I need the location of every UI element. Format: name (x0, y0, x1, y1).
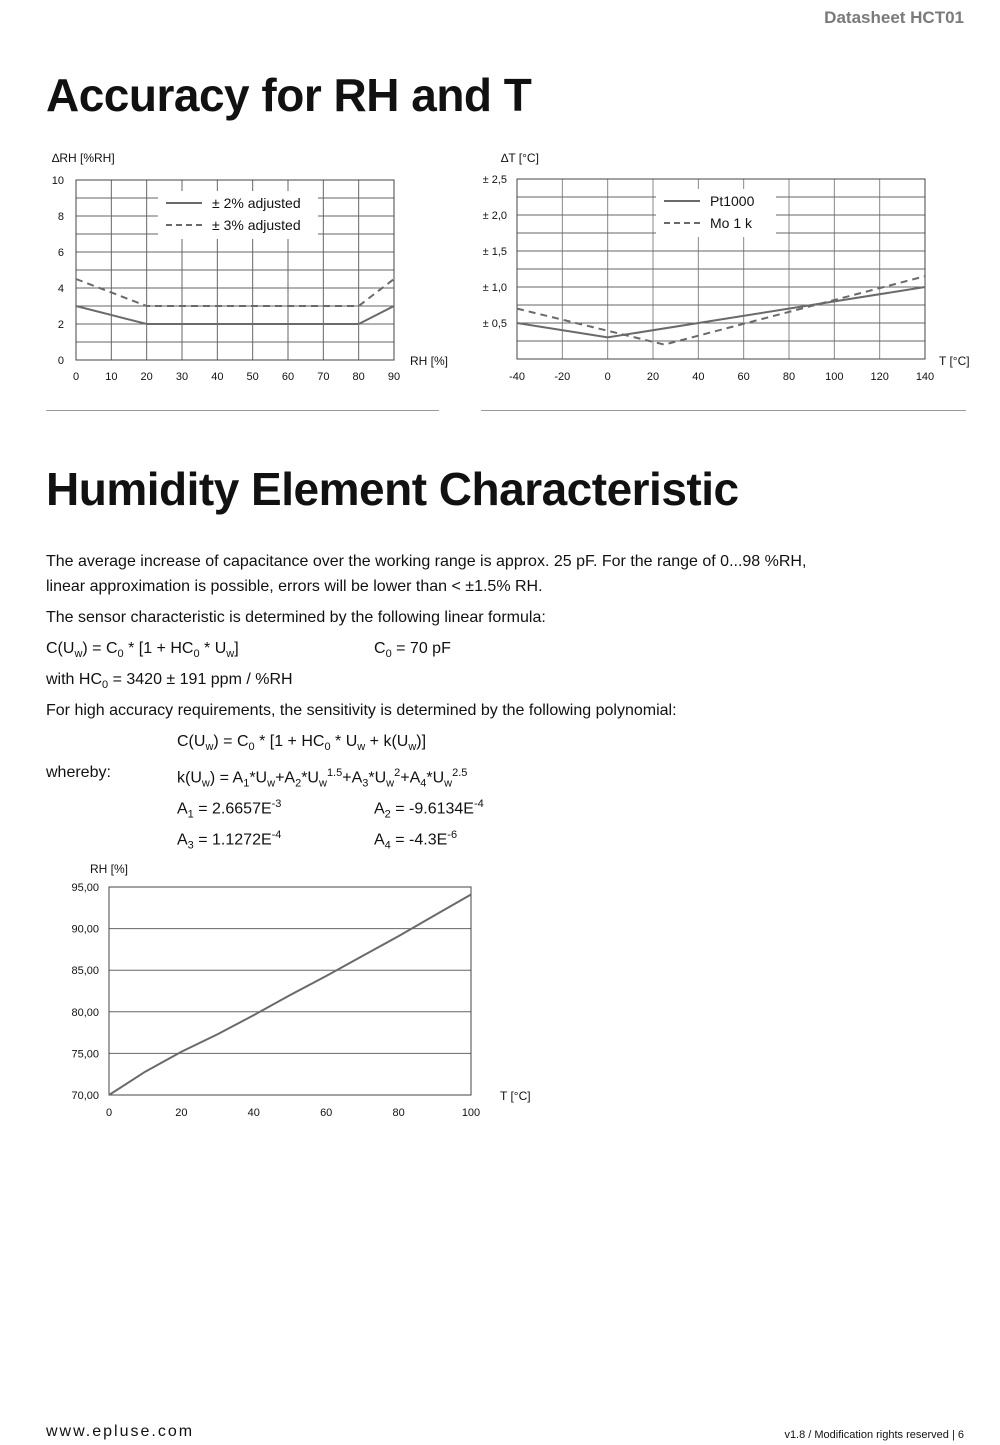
x-tick-label: -40 (509, 371, 525, 383)
x-tick-label: 10 (105, 371, 118, 383)
y-tick-label: ± 1,5 (482, 246, 507, 258)
coefficient-a1: $A_1 = 2.6657E^{-3}$ (177, 798, 282, 821)
x-axis-label: T [°C] (500, 1089, 531, 1103)
series-line-2 (76, 279, 394, 306)
y-axis-label: ∆RH [%RH] (52, 151, 115, 165)
footer-url: www.epluse.com (46, 1423, 195, 1440)
section-title-humidity: Humidity Element Characteristic (46, 463, 739, 515)
legend-label: ± 3% adjusted (212, 217, 301, 233)
x-tick-label: 0 (105, 1107, 113, 1119)
legend-label: ± 2% adjusted (212, 195, 301, 211)
x-tick-label: 20 (646, 371, 660, 383)
x-tick-label: 40 (692, 371, 705, 383)
formula-linear: $C(U_w) = C_0 * [1 + HC_0 * U_w]$ (46, 640, 239, 661)
y-tick-label: ± 1,0 (482, 282, 507, 294)
x-tick-label: 20 (140, 371, 153, 383)
y-tick-label: 90,00 (71, 923, 99, 936)
x-tick-label: 40 (247, 1107, 260, 1119)
whereby-label: whereby: (46, 764, 111, 781)
y-tick-label: ± 2,0 (482, 210, 507, 222)
y-tick-label: ± 2,5 (482, 174, 507, 186)
x-axis-label: T [°C] (939, 354, 970, 368)
y-tick-label: 6 (57, 247, 64, 259)
y-tick-label: ± 0,5 (482, 318, 507, 330)
x-tick-label: 30 (175, 371, 189, 383)
x-tick-label: 40 (211, 371, 224, 383)
y-tick-label: 80,00 (71, 1006, 99, 1019)
x-tick-label: 20 (175, 1107, 188, 1119)
y-axis-label: RH [%] (90, 862, 129, 876)
x-tick-label: 50 (246, 371, 259, 383)
y-tick-label: 85,00 (71, 965, 99, 978)
x-tick-label: -20 (554, 371, 571, 383)
y-tick-label: 0 (57, 355, 64, 367)
coefficient-a2: $A_2 = -9.6134E^{-4}$ (374, 798, 484, 821)
section-title-accuracy: Accuracy for RH and T (46, 69, 532, 121)
legend-label: Mo 1 k (710, 215, 753, 231)
c0-value: $C_0 = 70$ pF (374, 640, 451, 661)
x-tick-label: 80 (352, 371, 365, 383)
hc0-value: with $HC_0 = 3420 \pm 191$ ppm / %RH (46, 671, 293, 692)
y-axis-label: ∆T [°C] (501, 151, 539, 165)
paragraph-capacitance-line1: The average increase of capacitance over the working range is approx. 25 pF. For the range of 0...98 %RH, (46, 553, 807, 570)
coefficient-a4: $A_4 = -4.3E^{-6}$ (374, 829, 458, 852)
formula-polynomial: $C(U_w) = C_0 * [1 + HC_0 * U_w + k(U_w)]$ (177, 733, 427, 754)
divider-left (46, 410, 439, 411)
formula-k: $k(U_w) = A_1*U_w+A_2*U_w^{1.5}+A_3*U_w^2+A_4*U_w^{2.5}$ (177, 767, 468, 790)
y-tick-label: 10 (51, 175, 64, 187)
x-tick-label: 80 (392, 1107, 405, 1119)
document-label: Datasheet HCT01 (824, 8, 964, 27)
chart-t-accuracy (470, 145, 985, 390)
x-tick-label: 60 (281, 371, 295, 383)
x-axis-label: RH [%] (410, 354, 449, 368)
paragraph-linear-formula-intro: The sensor characteristic is determined by the following linear formula: (46, 609, 546, 626)
series-line-1 (76, 306, 394, 324)
x-tick-label: 80 (782, 371, 796, 383)
x-tick-label: 60 (320, 1107, 333, 1119)
y-tick-label: 8 (57, 211, 64, 223)
coefficient-a3: $A_3 = 1.1272E^{-4}$ (177, 829, 282, 852)
y-tick-label: 4 (57, 283, 64, 295)
y-tick-label: 95,00 (71, 882, 99, 894)
paragraph-polynomial-intro: For high accuracy requirements, the sensitivity is determined by the following polynomial: (46, 702, 677, 719)
x-tick-label: 90 (387, 371, 401, 383)
chart-rh-accuracy (40, 145, 460, 390)
y-tick-label: 2 (57, 319, 64, 331)
chart-humidity-characteristic (60, 855, 550, 1130)
divider-right (481, 410, 966, 411)
x-tick-label: 0 (72, 371, 80, 383)
y-tick-label: 75,00 (71, 1048, 99, 1061)
x-tick-label: 120 (870, 371, 889, 383)
x-tick-label: 0 (604, 371, 611, 383)
legend-label: Pt1000 (710, 193, 755, 209)
plot-frame (109, 887, 471, 1095)
paragraph-capacitance-line2: linear approximation is possible, errors will be lower than < ±1.5% RH. (46, 578, 543, 595)
y-tick-label: 70,00 (71, 1090, 99, 1102)
x-tick-label: 70 (317, 371, 330, 383)
x-tick-label: 100 (461, 1107, 481, 1119)
footer-version: v1.8 / Modification rights reserved | 6 (784, 1429, 964, 1441)
x-tick-label: 140 (915, 371, 935, 383)
series-line-2 (517, 276, 925, 344)
series-line-1 (109, 894, 471, 1095)
x-tick-label: 100 (825, 371, 844, 383)
x-tick-label: 60 (737, 371, 750, 383)
